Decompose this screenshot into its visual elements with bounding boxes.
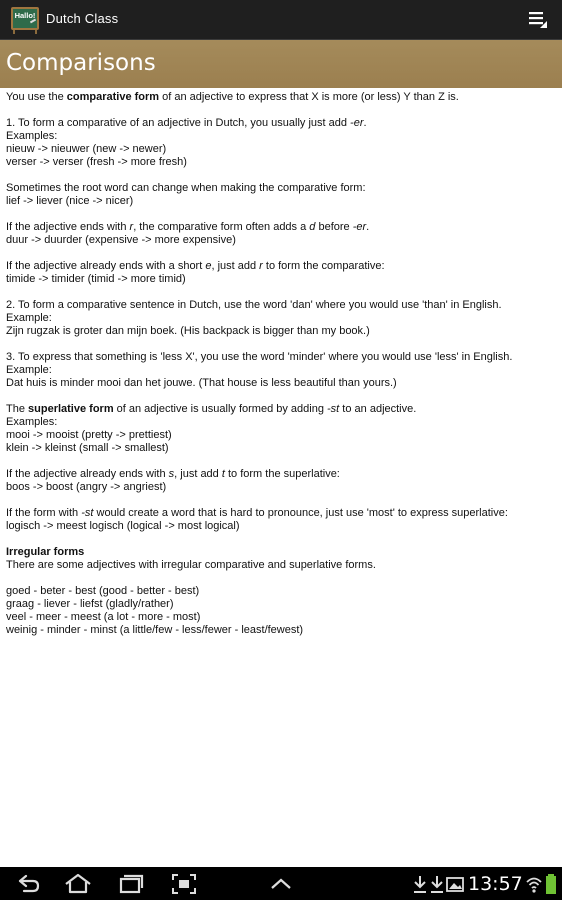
page-title: Comparisons (6, 50, 156, 76)
paragraph-ends-with-s: If the adjective already ends with s, just add t to form the superlative: boos -> boost (angry -> angriest) (6, 468, 340, 493)
list-item: veel - meer - meest (a lot - more - most) (6, 611, 201, 623)
app-chalkboard-icon[interactable] (10, 5, 40, 35)
list-item: graag - liever - liefst (gladly/rather) (6, 598, 174, 610)
paragraph-meest: If the form with -st would create a word that is hard to pronounce, just use 'most' to express superlative: logisch -> meest logisch (logical -> most logical) (6, 507, 508, 532)
chevron-up-icon[interactable] (268, 872, 294, 896)
lesson-content (6, 91, 554, 650)
download-icon (429, 872, 445, 896)
download-icon (412, 872, 428, 896)
back-icon[interactable] (14, 872, 42, 896)
home-icon[interactable] (63, 872, 93, 896)
paragraph-superlative: The superlative form of an adjective is usually formed by adding -st to an adjective. Examples: mooi -> mooist (pretty -> prettiest) klein -> kleinst (small -> smallest) (6, 403, 417, 454)
gallery-icon (446, 872, 464, 896)
paragraph-ends-with-r: If the adjective ends with r, the comparative form often adds a d before -er. duur -> duurder (expensive -> more expensive) (6, 221, 370, 246)
paragraph-minder: 3. To express that something is 'less X', you use the word 'minder' where you would use 'less' in English. Example: Dat huis is minder mooi dan het jouwe. (That house is less beautiful than yours.) (6, 351, 513, 389)
page-title-bar (0, 40, 562, 88)
paragraph-irregular-intro: Irregular forms There are some adjectives with irregular comparative and superlative forms. (6, 546, 376, 571)
paragraph-ends-with-e: If the adjective already ends with a short e, just add r to form the comparative: timide -> timider (timid -> more timid) (6, 260, 385, 285)
paragraph-root-change: Sometimes the root word can change when making the comparative form: lief -> liever (nice -> nicer) (6, 182, 366, 207)
system-nav-bar (0, 867, 562, 900)
battery-icon (544, 872, 558, 896)
list-item: weinig - minder - minst (a little/few - less/fewer - least/fewest) (6, 624, 304, 636)
irregular-heading: Irregular forms (6, 546, 85, 558)
screenshot-icon[interactable] (170, 872, 198, 896)
list-item: goed - beter - best (good - better - best) (6, 585, 200, 597)
action-bar (0, 0, 562, 40)
paragraph-comparative-rule: 1. To form a comparative of an adjective in Dutch, you usually just add -er. Examples: nieuw -> nieuwer (new -> newer) verser -> verser (fresh -> more fresh) (6, 117, 367, 168)
irregular-list (6, 585, 554, 637)
status-clock: 13:57 (468, 873, 523, 895)
app-title: Dutch Class (46, 11, 119, 26)
paragraph-intro: You use the comparative form of an adjective to express that X is more (or less) Y than Z is. (6, 91, 459, 103)
wifi-icon (526, 872, 542, 896)
overflow-menu-icon[interactable] (528, 10, 548, 30)
app-icon-text: Hallo! (14, 11, 36, 20)
paragraph-dan: 2. To form a comparative sentence in Dutch, use the word 'dan' where you would use 'than' in English. Example: Zijn rugzak is groter dan mijn boek. (His backpack is bigger than my book.) (6, 299, 502, 337)
recent-apps-icon[interactable] (116, 872, 146, 896)
